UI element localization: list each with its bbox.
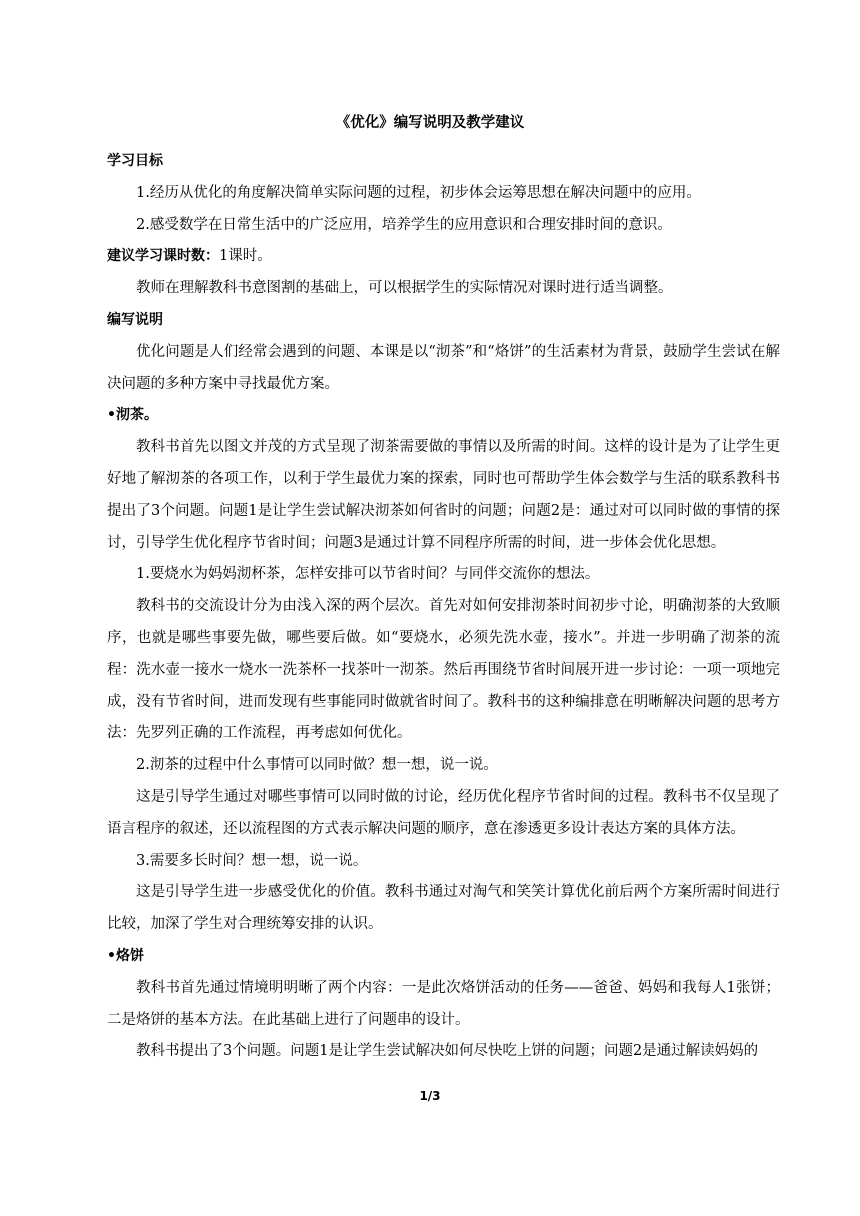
- tea-paragraph: 教科书首先以图文并茂的方式呈现了沏茶需要做的事情以及所需的时间。这样的设计是为了让学生更好地了解沏茶的各项工作，以利于学生最优力案的探索，同时也可帮助学生体会数学与生活的联系教科书提出了3个问题。问题1是让学生尝试解决沏茶如何省时的问题；问题2是：通过对可以同时做的事情的探讨，引导学生优化程序节省时间；问题3是通过计算不同程序所需的时间，进一步体会优化思想。: [107, 439, 780, 551]
- lesson-count-label: 建议学习课时数：: [107, 248, 219, 265]
- goal-2: 2.感受数学在日常生活中的广泛应用，培养学生的应用意识和合理安排时间的意识。: [136, 216, 672, 233]
- question-3-paragraph: 这是引导学生进一步感受优化的价值。教科书通过对淘气和笑笑计算优化前后两个方案所需时间进行比较，加深了学生对合理统筹安排的认识。: [107, 884, 780, 933]
- section-heading-writing: 编写说明: [107, 311, 163, 328]
- question-1: 1.要烧水为妈妈沏杯茶，怎样安排可以节省时间？与同伴交流你的想法。: [136, 566, 600, 583]
- question-3: 3.需要多长时间？想一想，说一说。: [136, 852, 368, 869]
- goal-1: 1.经历从优化的角度解决简单实际问题的过程，初步体会运筹思想在解决问题中的应用。: [136, 184, 701, 201]
- question-2: 2.沏茶的过程中什么事情可以同时做？想一想，说一说。: [136, 757, 498, 774]
- document-body: [107, 146, 780, 1068]
- lesson-count-value: 1课时。: [219, 248, 272, 265]
- pancake-paragraph-2: 教科书提出了3个问题。问题1是让学生尝试解决如何尽快吃上饼的问题；问题2是通过解读妈妈的: [136, 1043, 759, 1060]
- bullet-pancake: •烙饼: [107, 947, 144, 964]
- pancake-paragraph: 教科书首先通过情境明明晰了两个内容：一是此次烙饼活动的任务——爸爸、妈妈和我每人1张饼；二是烙饼的基本方法。在此基础上进行了问题串的设计。: [107, 979, 780, 1028]
- document-title: 《优化》编写说明及教学建议: [335, 115, 525, 131]
- question-2-paragraph: 这是引导学生通过对哪些事情可以同时做的讨论，经历优化程序节省时间的过程。教科书不仅呈现了语言程序的叙述，还以流程图的方式表示解决问题的顺序，意在渗透更多设计表达方案的具体方法。: [107, 788, 780, 837]
- section-heading-goals: 学习目标: [107, 153, 163, 169]
- intro-paragraph: 优化问题是人们经常会遇到的问题、本课是以“沏茶”和“烙饼”的生活素材为背景，鼓励学生尝试在解决问题的多种方案中寻找最优方案。: [107, 343, 780, 392]
- lesson-note: 教师在理解教科书意图割的基础上，可以根据学生的实际情况对课时进行适当调整。: [136, 280, 673, 297]
- bullet-tea: •沏茶。: [107, 407, 158, 424]
- question-1-paragraph: 教科书的交流设计分为由浅入深的两个层次。首先对如何安排沏茶时间初步寸论，明确沏茶的大致顺序，也就是哪些事要先做，哪些要后做。如“要烧水，必须先洗水壶，接水”。并进一步明确了沏茶的流程：洗水壶一接水一烧水一洗茶杯一找茶叶一沏茶。然后再围绕节省时间展开进一步讨论：一项一项地完成，没有节省时间，进而发现有些事能同时做就省时间了。教科书的这种编排意在明晰解决问题的思考方法：先罗列正确的工作流程，再考虑如何优化。: [107, 598, 780, 742]
- page-number: 1/3: [419, 1089, 441, 1103]
- lesson-count: [107, 241, 780, 273]
